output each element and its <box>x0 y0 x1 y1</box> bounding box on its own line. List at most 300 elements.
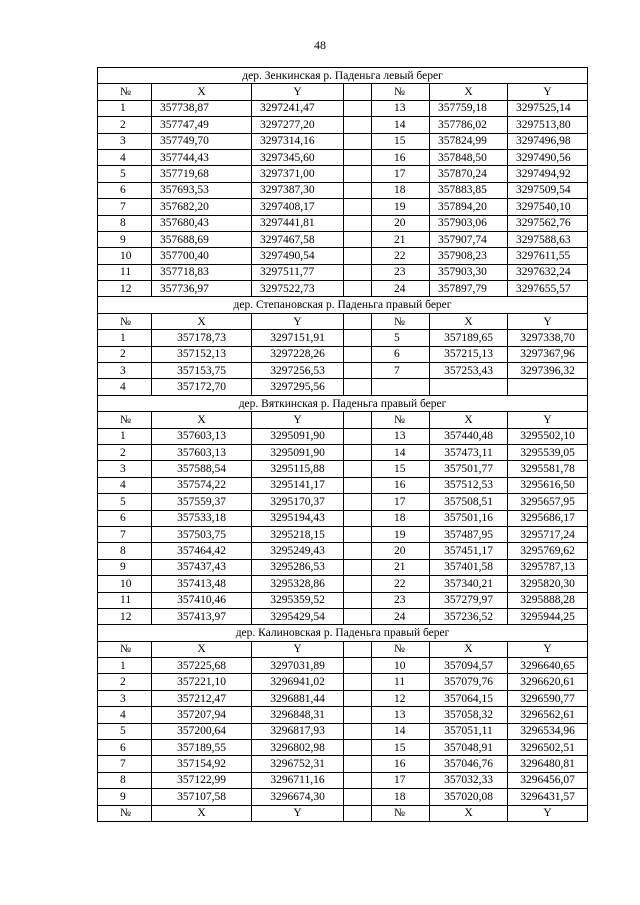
table-cell: 3296640,65 <box>508 658 588 674</box>
table-cell: 3295249,43 <box>252 543 344 559</box>
table-cell: 357051,11 <box>430 723 508 739</box>
table-cell: 357221,10 <box>152 674 252 690</box>
table-cell: 357189,55 <box>152 740 252 756</box>
table-cell: 3295429,54 <box>252 608 344 624</box>
table-cell <box>344 248 372 264</box>
table-cell: 3297467,58 <box>252 231 344 247</box>
column-header: X <box>152 641 252 657</box>
table-cell: 357682,20 <box>152 199 252 215</box>
table-cell: 16 <box>372 756 430 772</box>
table-cell <box>344 789 372 805</box>
table-cell: 357189,65 <box>430 330 508 346</box>
table-cell: 3 <box>98 363 152 379</box>
table-cell: 3297151,91 <box>252 330 344 346</box>
table-cell: 3296534,96 <box>508 723 588 739</box>
table-cell: 357603,13 <box>152 444 252 460</box>
table-cell: 3297540,10 <box>508 199 588 215</box>
table-row <box>98 117 588 133</box>
table-cell: 357501,16 <box>430 510 508 526</box>
table-cell: 3296881,44 <box>252 690 344 706</box>
table-cell: 3295194,43 <box>252 510 344 526</box>
table-cell: 357437,43 <box>152 559 252 575</box>
table-cell: 357212,47 <box>152 690 252 706</box>
section-title: дер. Зенкинская р. Паденьга левый берег <box>98 68 588 84</box>
table-cell: 3297655,57 <box>508 281 588 297</box>
table-cell: 7 <box>98 199 152 215</box>
column-header: Y <box>508 84 588 100</box>
table-cell: 5 <box>98 723 152 739</box>
table-cell: 3295944,25 <box>508 608 588 624</box>
section-title-row <box>98 395 588 411</box>
table-cell: 357172,70 <box>152 379 252 395</box>
table-cell: 21 <box>372 559 430 575</box>
table-cell: 357512,53 <box>430 477 508 493</box>
column-header: X <box>430 641 508 657</box>
table-cell: 357533,18 <box>152 510 252 526</box>
table-row <box>98 690 588 706</box>
table-cell: 357908,23 <box>430 248 508 264</box>
table-cell <box>344 494 372 510</box>
table-cell: 19 <box>372 526 430 542</box>
table-cell: 357688,69 <box>152 231 252 247</box>
table-cell: 13 <box>372 100 430 116</box>
table-cell: 3296711,16 <box>252 772 344 788</box>
table-cell: 357032,33 <box>430 772 508 788</box>
table-cell: 357253,43 <box>430 363 508 379</box>
table-cell: 357064,15 <box>430 690 508 706</box>
table-cell: 357744,43 <box>152 149 252 165</box>
table-cell: 3 <box>98 133 152 149</box>
column-header: № <box>372 805 430 821</box>
table-cell <box>344 592 372 608</box>
table-cell: 4 <box>98 149 152 165</box>
table-cell: 3295359,52 <box>252 592 344 608</box>
table-cell: 3295328,86 <box>252 576 344 592</box>
table-cell: 3297295,56 <box>252 379 344 395</box>
table-cell: 3297367,96 <box>508 346 588 362</box>
table-cell: 4 <box>98 477 152 493</box>
table-cell: 5 <box>372 330 430 346</box>
table-cell: 357588,54 <box>152 461 252 477</box>
table-cell: 7 <box>98 756 152 772</box>
table-cell: 357410,46 <box>152 592 252 608</box>
table-cell: 3296752,31 <box>252 756 344 772</box>
table-cell: 2 <box>98 444 152 460</box>
table-cell: 14 <box>372 117 430 133</box>
table-cell: 357503,75 <box>152 526 252 542</box>
table-cell: 357048,91 <box>430 740 508 756</box>
table-cell: 3297525,14 <box>508 100 588 116</box>
table-cell: 6 <box>98 510 152 526</box>
table-row <box>98 133 588 149</box>
table-cell: 19 <box>372 199 430 215</box>
table-cell: 357451,17 <box>430 543 508 559</box>
table-cell: 3296802,98 <box>252 740 344 756</box>
table-cell: 13 <box>372 428 430 444</box>
table-cell: 357747,49 <box>152 117 252 133</box>
table-row <box>98 248 588 264</box>
table-cell: 3296941,02 <box>252 674 344 690</box>
table-cell: 357020,08 <box>430 789 508 805</box>
table-cell: 9 <box>98 231 152 247</box>
table-cell: 357907,74 <box>430 231 508 247</box>
table-cell: 1 <box>98 428 152 444</box>
table-cell <box>344 231 372 247</box>
header-row <box>98 641 588 657</box>
table-cell: 3295888,28 <box>508 592 588 608</box>
table-cell: 3297611,55 <box>508 248 588 264</box>
table-cell <box>344 117 372 133</box>
header-row <box>98 412 588 428</box>
table-cell: 357207,94 <box>152 707 252 723</box>
table-cell <box>344 199 372 215</box>
table-cell: 357058,32 <box>430 707 508 723</box>
table-cell: 357719,68 <box>152 166 252 182</box>
header-row <box>98 84 588 100</box>
table-cell: 3295115,88 <box>252 461 344 477</box>
table-cell: 17 <box>372 166 430 182</box>
column-header: X <box>430 84 508 100</box>
table-cell: 24 <box>372 281 430 297</box>
table-row <box>98 182 588 198</box>
table-cell: 3295141,17 <box>252 477 344 493</box>
table-cell <box>344 576 372 592</box>
table-cell: 357693,53 <box>152 182 252 198</box>
table-row <box>98 740 588 756</box>
table-cell: 15 <box>372 740 430 756</box>
table-cell: 3295686,17 <box>508 510 588 526</box>
table-cell: 16 <box>372 149 430 165</box>
table-row <box>98 674 588 690</box>
table-cell: 1 <box>98 100 152 116</box>
table-cell: 357413,97 <box>152 608 252 624</box>
table-cell: 6 <box>98 740 152 756</box>
table-cell: 11 <box>372 674 430 690</box>
column-header <box>344 412 372 428</box>
table-row <box>98 281 588 297</box>
table-row <box>98 526 588 542</box>
table-cell: 357574,22 <box>152 477 252 493</box>
table-cell: 357700,40 <box>152 248 252 264</box>
table-cell: 12 <box>372 690 430 706</box>
table-cell: 18 <box>372 510 430 526</box>
table-cell: 3297496,98 <box>508 133 588 149</box>
table-cell: 357046,76 <box>430 756 508 772</box>
table-cell: 16 <box>372 477 430 493</box>
table-cell: 17 <box>372 772 430 788</box>
table-cell <box>344 477 372 493</box>
table-cell: 357236,52 <box>430 608 508 624</box>
table-row <box>98 543 588 559</box>
column-header: № <box>372 412 430 428</box>
table-cell: 357897,79 <box>430 281 508 297</box>
table-cell <box>344 543 372 559</box>
section-title-row <box>98 297 588 313</box>
table-cell: 357786,02 <box>430 117 508 133</box>
column-header: X <box>430 805 508 821</box>
column-header: Y <box>252 313 344 329</box>
table-cell: 3296562,61 <box>508 707 588 723</box>
table-cell: 3297277,20 <box>252 117 344 133</box>
table-cell: 2 <box>98 346 152 362</box>
table-cell: 3295657,95 <box>508 494 588 510</box>
table-cell: 1 <box>98 658 152 674</box>
table-cell <box>344 772 372 788</box>
table-cell: 357440,48 <box>430 428 508 444</box>
table-cell: 357215,13 <box>430 346 508 362</box>
column-header: Y <box>252 84 344 100</box>
table-cell <box>344 379 372 395</box>
table-cell: 3297371,00 <box>252 166 344 182</box>
column-header: X <box>430 412 508 428</box>
table-cell <box>344 428 372 444</box>
table-cell: 3295091,90 <box>252 428 344 444</box>
table-cell <box>344 149 372 165</box>
table-cell: 12 <box>98 608 152 624</box>
table-cell: 15 <box>372 133 430 149</box>
table-cell: 3295502,10 <box>508 428 588 444</box>
table-cell: 357903,06 <box>430 215 508 231</box>
table-cell <box>344 281 372 297</box>
table-cell: 3297228,26 <box>252 346 344 362</box>
table-cell: 9 <box>98 559 152 575</box>
table-row <box>98 444 588 460</box>
column-header: Y <box>508 641 588 657</box>
table-cell: 357122,99 <box>152 772 252 788</box>
table-row <box>98 199 588 215</box>
column-header <box>344 313 372 329</box>
table-cell <box>344 182 372 198</box>
table-row <box>98 772 588 788</box>
table-cell: 357225,68 <box>152 658 252 674</box>
table-cell: 14 <box>372 444 430 460</box>
table-cell: 13 <box>372 707 430 723</box>
table-row <box>98 428 588 444</box>
column-header: X <box>430 313 508 329</box>
table-cell: 3297338,70 <box>508 330 588 346</box>
table-cell <box>344 608 372 624</box>
table-cell: 21 <box>372 231 430 247</box>
table-cell: 3 <box>98 690 152 706</box>
table-cell <box>344 363 372 379</box>
table-cell: 3295218,15 <box>252 526 344 542</box>
table-cell: 357153,75 <box>152 363 252 379</box>
table-cell: 357200,64 <box>152 723 252 739</box>
table-cell <box>344 756 372 772</box>
column-header: X <box>152 412 252 428</box>
table-cell: 12 <box>98 281 152 297</box>
table-row <box>98 494 588 510</box>
table-cell: 3297632,24 <box>508 264 588 280</box>
table-cell: 3297522,73 <box>252 281 344 297</box>
table-cell: 357152,13 <box>152 346 252 362</box>
section-title-row <box>98 68 588 84</box>
table-cell: 24 <box>372 608 430 624</box>
table-cell: 2 <box>98 674 152 690</box>
table-cell: 9 <box>98 789 152 805</box>
table-cell: 8 <box>98 543 152 559</box>
column-header: № <box>372 84 430 100</box>
table-cell: 3297396,32 <box>508 363 588 379</box>
table-cell: 3297241,47 <box>252 100 344 116</box>
table-cell: 3297588,63 <box>508 231 588 247</box>
table-row <box>98 510 588 526</box>
column-header: Y <box>508 313 588 329</box>
table-cell: 6 <box>372 346 430 362</box>
table-row <box>98 707 588 723</box>
table-cell: 3295091,90 <box>252 444 344 460</box>
table-cell: 3297490,54 <box>252 248 344 264</box>
table-cell: 3296431,57 <box>508 789 588 805</box>
table-cell: 3296817,93 <box>252 723 344 739</box>
table-cell: 3295286,53 <box>252 559 344 575</box>
table-cell <box>344 346 372 362</box>
table-row <box>98 576 588 592</box>
table-cell <box>344 674 372 690</box>
table-cell: 3295170,37 <box>252 494 344 510</box>
column-header: Y <box>508 412 588 428</box>
column-header: X <box>152 313 252 329</box>
table-cell: 3295820,30 <box>508 576 588 592</box>
table-cell: 8 <box>98 772 152 788</box>
column-header: № <box>98 313 152 329</box>
column-header: Y <box>252 412 344 428</box>
table-cell <box>344 264 372 280</box>
table-cell: 357473,11 <box>430 444 508 460</box>
table-cell: 357824,99 <box>430 133 508 149</box>
table-cell: 3295539,05 <box>508 444 588 460</box>
table-row <box>98 166 588 182</box>
table-cell: 357178,73 <box>152 330 252 346</box>
table-cell: 22 <box>372 576 430 592</box>
table-cell: 3295717,24 <box>508 526 588 542</box>
table-cell: 20 <box>372 543 430 559</box>
table-cell: 17 <box>372 494 430 510</box>
table-cell: 23 <box>372 264 430 280</box>
table-cell: 6 <box>98 182 152 198</box>
header-row <box>98 805 588 821</box>
table-cell: 3297314,16 <box>252 133 344 149</box>
table-cell: 14 <box>372 723 430 739</box>
table-cell: 357883,85 <box>430 182 508 198</box>
table-cell: 15 <box>372 461 430 477</box>
column-header: Y <box>252 805 344 821</box>
table-cell: 3296480,81 <box>508 756 588 772</box>
table-cell: 3296848,31 <box>252 707 344 723</box>
table-cell: 357107,58 <box>152 789 252 805</box>
page-number: 48 <box>314 38 326 52</box>
table-cell: 357094,57 <box>430 658 508 674</box>
table-cell: 2 <box>98 117 152 133</box>
table-cell: 3296590,77 <box>508 690 588 706</box>
table-cell: 3297387,30 <box>252 182 344 198</box>
table-cell <box>344 461 372 477</box>
table-cell <box>508 379 588 395</box>
table-cell: 3297256,53 <box>252 363 344 379</box>
table-cell: 11 <box>98 264 152 280</box>
table-row <box>98 379 588 395</box>
table-cell: 357508,51 <box>430 494 508 510</box>
header-row <box>98 313 588 329</box>
table-cell: 357340,21 <box>430 576 508 592</box>
table-row <box>98 756 588 772</box>
coordinates-table <box>97 67 588 822</box>
table-cell: 357848,50 <box>430 149 508 165</box>
table-cell: 10 <box>98 576 152 592</box>
table-cell: 357738,87 <box>152 100 252 116</box>
table-cell: 4 <box>98 379 152 395</box>
column-header: Y <box>508 805 588 821</box>
table-cell: 11 <box>98 592 152 608</box>
table-row <box>98 346 588 362</box>
column-header <box>344 805 372 821</box>
coordinates-table-body <box>98 68 588 822</box>
table-cell: 8 <box>98 215 152 231</box>
column-header: Y <box>252 641 344 657</box>
table-cell <box>344 559 372 575</box>
table-cell: 357079,76 <box>430 674 508 690</box>
table-cell: 357749,70 <box>152 133 252 149</box>
table-cell: 3296456,07 <box>508 772 588 788</box>
table-row <box>98 658 588 674</box>
column-header: № <box>372 313 430 329</box>
table-cell: 3297408,17 <box>252 199 344 215</box>
column-header: № <box>372 641 430 657</box>
table-cell: 357501,77 <box>430 461 508 477</box>
table-cell: 3295769,62 <box>508 543 588 559</box>
table-cell: 357903,30 <box>430 264 508 280</box>
table-cell: 357401,58 <box>430 559 508 575</box>
table-cell: 357603,13 <box>152 428 252 444</box>
table-cell: 357559,37 <box>152 494 252 510</box>
column-header: № <box>98 641 152 657</box>
table-cell: 3295787,13 <box>508 559 588 575</box>
table-cell: 4 <box>98 707 152 723</box>
table-cell <box>344 100 372 116</box>
column-header: № <box>98 84 152 100</box>
table-row <box>98 100 588 116</box>
table-cell: 3295616,50 <box>508 477 588 493</box>
table-row <box>98 215 588 231</box>
table-cell: 3296620,61 <box>508 674 588 690</box>
table-row <box>98 723 588 739</box>
table-cell: 357464,42 <box>152 543 252 559</box>
table-cell: 3297509,54 <box>508 182 588 198</box>
table-cell <box>344 658 372 674</box>
table-cell: 22 <box>372 248 430 264</box>
table-cell: 357718,83 <box>152 264 252 280</box>
table-cell: 5 <box>98 166 152 182</box>
table-cell <box>344 510 372 526</box>
table-cell: 20 <box>372 215 430 231</box>
table-cell: 357413,48 <box>152 576 252 592</box>
table-row <box>98 461 588 477</box>
table-cell <box>344 444 372 460</box>
table-cell: 3297511,77 <box>252 264 344 280</box>
table-cell: 357279,97 <box>430 592 508 608</box>
table-cell: 357154,92 <box>152 756 252 772</box>
table-cell: 357487,95 <box>430 526 508 542</box>
table-row <box>98 592 588 608</box>
table-cell <box>430 379 508 395</box>
table-row <box>98 608 588 624</box>
table-row <box>98 559 588 575</box>
table-cell: 3297490,56 <box>508 149 588 165</box>
section-title-row <box>98 625 588 641</box>
table-cell: 3297513,80 <box>508 117 588 133</box>
table-cell: 23 <box>372 592 430 608</box>
table-cell: 3297031,89 <box>252 658 344 674</box>
